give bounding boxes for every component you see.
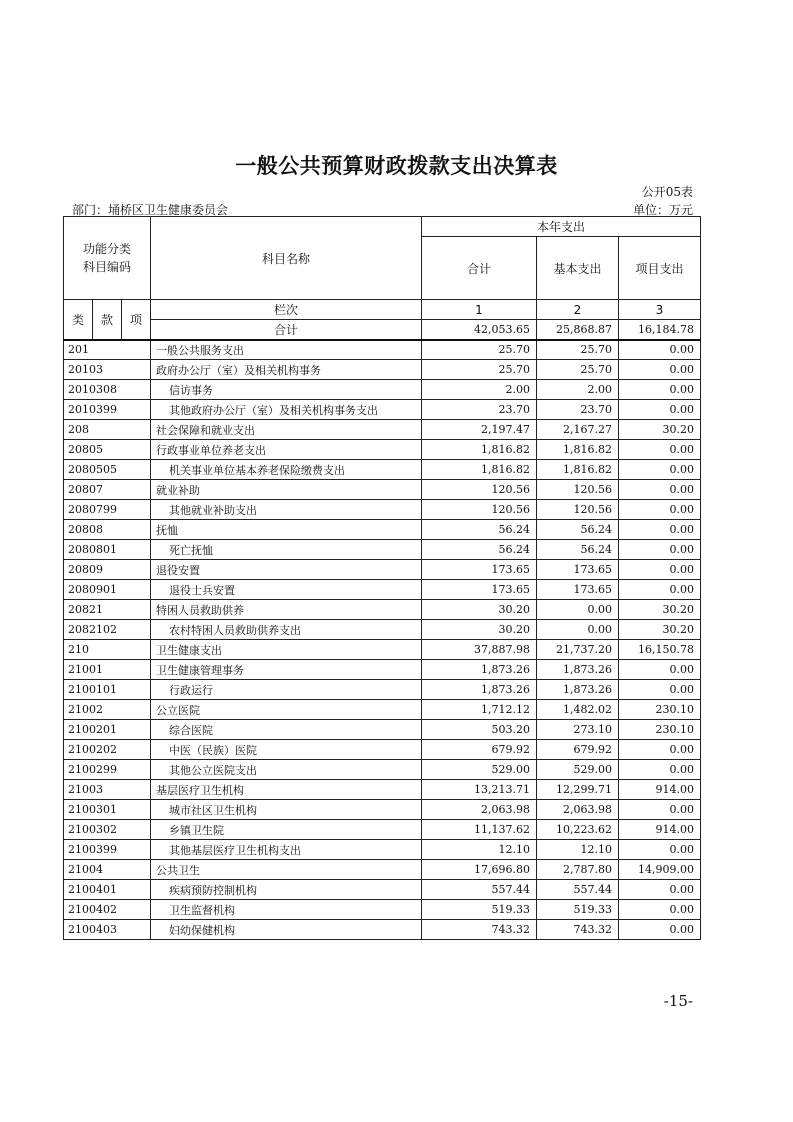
row-code: 2100201 [64, 720, 151, 740]
row-project: 914.00 [619, 780, 701, 800]
row-code: 21001 [64, 660, 151, 680]
row-code: 21002 [64, 700, 151, 720]
row-total: 1,873.26 [422, 680, 537, 700]
row-code: 2082102 [64, 620, 151, 640]
row-project: 30.20 [619, 420, 701, 440]
row-basic: 25.70 [537, 360, 619, 380]
row-total: 30.20 [422, 600, 537, 620]
table-row [64, 600, 701, 620]
row-project: 0.00 [619, 340, 701, 360]
row-subject-name: 卫生监督机构 [151, 900, 422, 920]
row-subject-name: 综合医院 [151, 720, 422, 740]
table-row [64, 700, 701, 720]
row-subject-name: 乡镇卫生院 [151, 820, 422, 840]
table-row [64, 660, 701, 680]
row-total: 56.24 [422, 540, 537, 560]
row-basic: 1,873.26 [537, 680, 619, 700]
row-total: 37,887.98 [422, 640, 537, 660]
table-row [64, 440, 701, 460]
subject-name-header: 科目名称 [151, 217, 422, 300]
row-basic: 173.65 [537, 560, 619, 580]
row-code: 208 [64, 420, 151, 440]
row-total: 120.56 [422, 480, 537, 500]
row-subject-name: 公共卫生 [151, 860, 422, 880]
row-subject-name: 其他公立医院支出 [151, 760, 422, 780]
row-basic: 21,737.20 [537, 640, 619, 660]
lei-header: 类 [64, 300, 93, 340]
row-subject-name: 其他就业补助支出 [151, 500, 422, 520]
row-code: 2080901 [64, 580, 151, 600]
department-label: 部门：埇桥区卫生健康委员会 [72, 203, 229, 217]
row-code: 2100299 [64, 760, 151, 780]
row-basic: 273.10 [537, 720, 619, 740]
row-subject-name: 机关事业单位基本养老保险缴费支出 [151, 460, 422, 480]
sum-label: 合计 [151, 320, 422, 340]
row-project: 0.00 [619, 900, 701, 920]
row-project: 14,909.00 [619, 860, 701, 880]
total-header: 合计 [422, 237, 537, 300]
row-project: 0.00 [619, 440, 701, 460]
table-row [64, 920, 701, 940]
row-basic: 1,482.02 [537, 700, 619, 720]
row-basic: 0.00 [537, 620, 619, 640]
row-basic: 2,787.80 [537, 860, 619, 880]
table-row [64, 360, 701, 380]
table-row [64, 900, 701, 920]
row-project: 0.00 [619, 480, 701, 500]
row-project: 30.20 [619, 600, 701, 620]
budget-table [63, 216, 701, 940]
row-total: 173.65 [422, 560, 537, 580]
unit-label: 单位：万元 [632, 203, 693, 217]
row-total: 2,063.98 [422, 800, 537, 820]
col1-label: 1 [422, 300, 537, 320]
row-total: 11,137.62 [422, 820, 537, 840]
row-total: 17,696.80 [422, 860, 537, 880]
row-project: 0.00 [619, 760, 701, 780]
row-code: 20821 [64, 600, 151, 620]
row-project: 0.00 [619, 580, 701, 600]
row-code: 20807 [64, 480, 151, 500]
row-code: 2100202 [64, 740, 151, 760]
table-row [64, 560, 701, 580]
row-subject-name: 退役安置 [151, 560, 422, 580]
row-subject-name: 一般公共服务支出 [151, 340, 422, 360]
row-code: 2080799 [64, 500, 151, 520]
row-subject-name: 公立医院 [151, 700, 422, 720]
row-basic: 519.33 [537, 900, 619, 920]
row-project: 0.00 [619, 740, 701, 760]
table-row [64, 720, 701, 740]
row-project: 0.00 [619, 800, 701, 820]
row-code: 2080801 [64, 540, 151, 560]
row-basic: 23.70 [537, 400, 619, 420]
row-total: 2.00 [422, 380, 537, 400]
row-basic: 56.24 [537, 520, 619, 540]
table-row [64, 400, 701, 420]
row-code: 2100301 [64, 800, 151, 820]
row-total: 743.32 [422, 920, 537, 940]
row-code: 2100401 [64, 880, 151, 900]
kuan-header: 款 [93, 300, 122, 340]
row-basic: 743.32 [537, 920, 619, 940]
table-row [64, 580, 701, 600]
row-basic: 2.00 [537, 380, 619, 400]
current-year-header: 本年支出 [422, 217, 701, 237]
basic-header: 基本支出 [537, 237, 619, 300]
table-row [64, 460, 701, 480]
row-project: 0.00 [619, 560, 701, 580]
row-total: 25.70 [422, 360, 537, 380]
table-row [64, 480, 701, 500]
func-class-line2: 科目编码 [82, 260, 131, 274]
row-project: 30.20 [619, 620, 701, 640]
row-code: 20103 [64, 360, 151, 380]
table-row [64, 760, 701, 780]
row-code: 20808 [64, 520, 151, 540]
row-basic: 25.70 [537, 340, 619, 360]
row-total: 1,816.82 [422, 460, 537, 480]
row-code: 2100403 [64, 920, 151, 940]
table-body [64, 340, 701, 940]
row-total: 679.92 [422, 740, 537, 760]
row-total: 2,197.47 [422, 420, 537, 440]
row-project: 0.00 [619, 500, 701, 520]
row-basic: 557.44 [537, 880, 619, 900]
row-subject-name: 卫生健康管理事务 [151, 660, 422, 680]
row-subject-name: 死亡抚恤 [151, 540, 422, 560]
table-row [64, 880, 701, 900]
row-subject-name: 行政事业单位养老支出 [151, 440, 422, 460]
table-row [64, 380, 701, 400]
row-project: 0.00 [619, 880, 701, 900]
row-total: 529.00 [422, 760, 537, 780]
row-code: 2100302 [64, 820, 151, 840]
row-code: 2010308 [64, 380, 151, 400]
row-total: 13,213.71 [422, 780, 537, 800]
row-subject-name: 农村特困人员救助供养支出 [151, 620, 422, 640]
row-project: 0.00 [619, 680, 701, 700]
row-project: 230.10 [619, 720, 701, 740]
row-code: 21004 [64, 860, 151, 880]
row-subject-name: 城市社区卫生机构 [151, 800, 422, 820]
xiang-header: 项 [122, 300, 151, 340]
row-total: 56.24 [422, 520, 537, 540]
page-number: -15- [663, 992, 693, 1010]
sum-project: 16,184.78 [619, 320, 701, 340]
row-total: 503.20 [422, 720, 537, 740]
row-code: 2010399 [64, 400, 151, 420]
table-row [64, 520, 701, 540]
project-header: 项目支出 [619, 237, 701, 300]
table-row [64, 620, 701, 640]
func-class-line1: 功能分类 [82, 242, 131, 256]
row-basic: 12,299.71 [537, 780, 619, 800]
table-row [64, 860, 701, 880]
row-basic: 173.65 [537, 580, 619, 600]
row-total: 519.33 [422, 900, 537, 920]
row-basic: 12.10 [537, 840, 619, 860]
table-row [64, 800, 701, 820]
row-subject-name: 特困人员救助供养 [151, 600, 422, 620]
row-total: 23.70 [422, 400, 537, 420]
sum-total: 42,053.65 [422, 320, 537, 340]
row-subject-name: 就业补助 [151, 480, 422, 500]
row-project: 0.00 [619, 520, 701, 540]
row-subject-name: 妇幼保健机构 [151, 920, 422, 940]
row-subject-name: 中医（民族）医院 [151, 740, 422, 760]
row-subject-name: 疾病预防控制机构 [151, 880, 422, 900]
row-basic: 10,223.62 [537, 820, 619, 840]
table-row [64, 820, 701, 840]
row-subject-name: 社会保障和就业支出 [151, 420, 422, 440]
row-code: 201 [64, 340, 151, 360]
row-code: 20805 [64, 440, 151, 460]
column-label: 栏次 [151, 300, 422, 320]
row-subject-name: 卫生健康支出 [151, 640, 422, 660]
form-code: 公开05表 [641, 185, 693, 199]
row-basic: 529.00 [537, 760, 619, 780]
row-subject-name: 行政运行 [151, 680, 422, 700]
row-basic: 679.92 [537, 740, 619, 760]
table-row [64, 840, 701, 860]
table-row [64, 340, 701, 360]
row-code: 2100101 [64, 680, 151, 700]
table-row [64, 500, 701, 520]
row-total: 1,712.12 [422, 700, 537, 720]
row-project: 0.00 [619, 460, 701, 480]
table-row [64, 640, 701, 660]
row-project: 16,150.78 [619, 640, 701, 660]
row-basic: 1,873.26 [537, 660, 619, 680]
row-project: 230.10 [619, 700, 701, 720]
row-project: 0.00 [619, 540, 701, 560]
row-project: 914.00 [619, 820, 701, 840]
row-basic: 120.56 [537, 500, 619, 520]
row-basic: 2,167.27 [537, 420, 619, 440]
row-subject-name: 基层医疗卫生机构 [151, 780, 422, 800]
row-subject-name: 信访事务 [151, 380, 422, 400]
row-total: 120.56 [422, 500, 537, 520]
row-total: 1,873.26 [422, 660, 537, 680]
col3-label: 3 [619, 300, 701, 320]
row-total: 25.70 [422, 340, 537, 360]
row-basic: 1,816.82 [537, 440, 619, 460]
table-row [64, 420, 701, 440]
row-basic: 120.56 [537, 480, 619, 500]
row-total: 30.20 [422, 620, 537, 640]
table-row [64, 540, 701, 560]
row-basic: 56.24 [537, 540, 619, 560]
row-project: 0.00 [619, 840, 701, 860]
row-total: 12.10 [422, 840, 537, 860]
row-code: 2100402 [64, 900, 151, 920]
row-total: 173.65 [422, 580, 537, 600]
table-row [64, 740, 701, 760]
row-project: 0.00 [619, 920, 701, 940]
table-row [64, 680, 701, 700]
row-code: 21003 [64, 780, 151, 800]
row-project: 0.00 [619, 380, 701, 400]
row-code: 210 [64, 640, 151, 660]
row-basic: 0.00 [537, 600, 619, 620]
sum-basic: 25,868.87 [537, 320, 619, 340]
col2-label: 2 [537, 300, 619, 320]
func-class-header [64, 217, 151, 300]
row-subject-name: 其他政府办公厅（室）及相关机构事务支出 [151, 400, 422, 420]
row-subject-name: 抚恤 [151, 520, 422, 540]
row-code: 2100399 [64, 840, 151, 860]
row-project: 0.00 [619, 360, 701, 380]
row-project: 0.00 [619, 400, 701, 420]
row-basic: 2,063.98 [537, 800, 619, 820]
row-subject-name: 其他基层医疗卫生机构支出 [151, 840, 422, 860]
row-total: 557.44 [422, 880, 537, 900]
table-row [64, 780, 701, 800]
row-total: 1,816.82 [422, 440, 537, 460]
row-subject-name: 退役士兵安置 [151, 580, 422, 600]
row-project: 0.00 [619, 660, 701, 680]
row-basic: 1,816.82 [537, 460, 619, 480]
page-title: 一般公共预算财政拨款支出决算表 [235, 154, 558, 178]
row-subject-name: 政府办公厅（室）及相关机构事务 [151, 360, 422, 380]
row-code: 2080505 [64, 460, 151, 480]
row-code: 20809 [64, 560, 151, 580]
